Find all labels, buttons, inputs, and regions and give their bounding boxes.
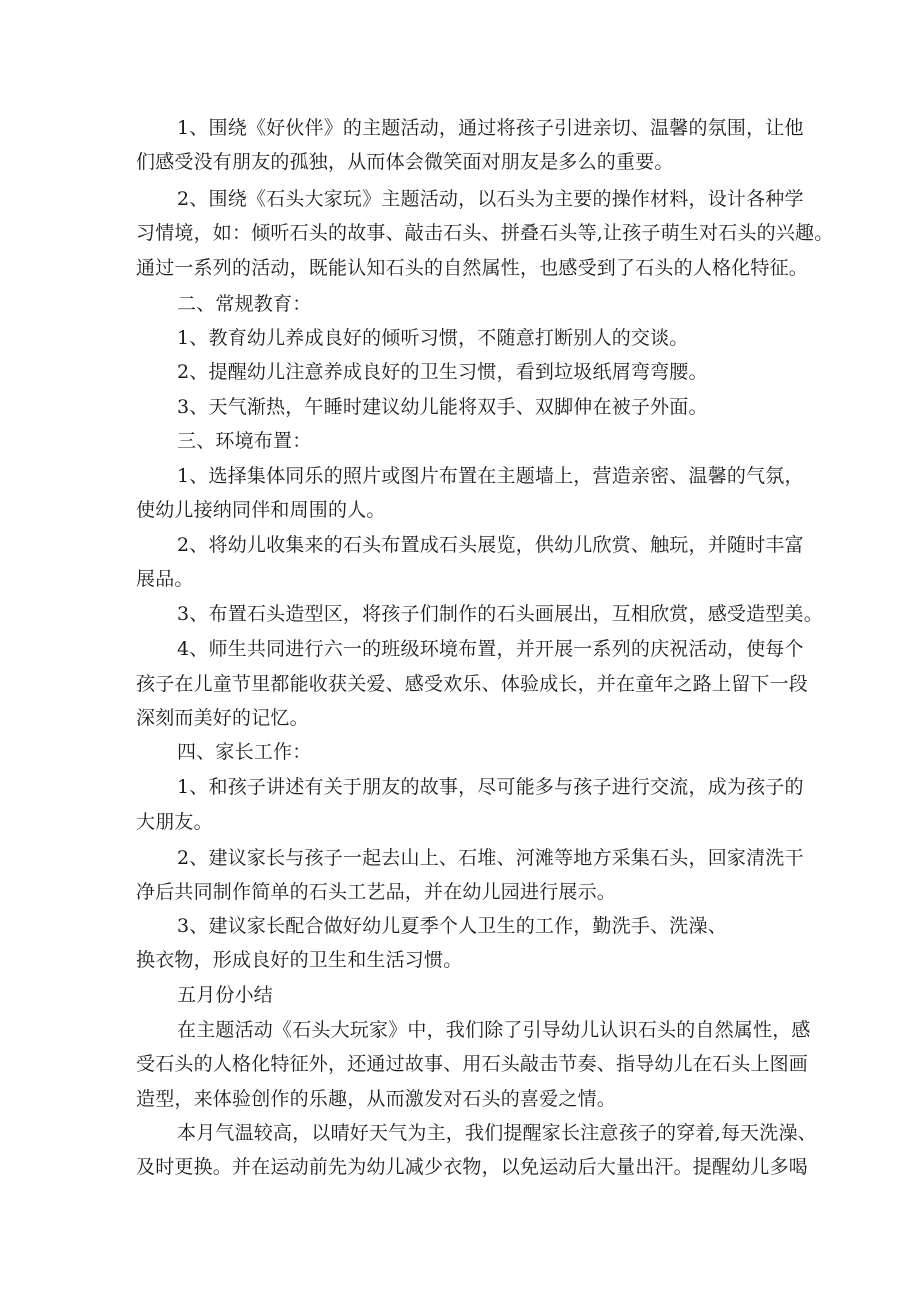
section-heading: 二、常规教育： bbox=[177, 293, 312, 315]
paragraph-line: 孩子在儿童节里都能收获关爱、感受欢乐、体验成长，并在童年之路上留下一段 bbox=[136, 673, 809, 695]
paragraph-line: 1、围绕《好伙伴》的主题活动，通过将孩子引进亲切、温馨的氛围，让他 bbox=[177, 117, 804, 139]
paragraph-line: 受石头的人格化特征外，还通过故事、用石头敲击节奏、指导幼儿在石头上图画 bbox=[136, 1053, 809, 1075]
paragraph-line: 展品。 bbox=[136, 568, 194, 590]
paragraph-line: 2、建议家长与孩子一起去山上、石堆、河滩等地方采集石头，回家清洗干 bbox=[177, 847, 804, 869]
paragraph-line: 在主题活动《石头大玩家》中，我们除了引导幼儿认识石头的自然属性，感 bbox=[177, 1019, 811, 1041]
paragraph-line: 3、天气渐热，午睡时建议幼儿能将双手、双脚伸在被子外面。 bbox=[177, 396, 708, 418]
paragraph-line: 习情境，如：倾听石头的故事、敲击石头、拼叠石头等,让孩子萌生对石头的兴趣。 bbox=[136, 222, 834, 244]
paragraph-line: 4、师生共同进行六一的班级环境布置，并开展一系列的庆祝活动，使每个 bbox=[177, 638, 804, 660]
paragraph-line: 2、围绕《石头大家玩》主题活动，以石头为主要的操作材料，设计各种学 bbox=[177, 188, 804, 210]
paragraph-line: 大朋友。 bbox=[136, 811, 213, 833]
paragraph-line: 1、选择集体同乐的照片或图片布置在主题墙上，营造亲密、温馨的气氛， bbox=[177, 465, 804, 487]
paragraph-line: 3、布置石头造型区，将孩子们制作的石头画展出，互相欣赏，感受造型美。 bbox=[177, 603, 823, 625]
paragraph-line: 3、建议家长配合做好幼儿夏季个人卫生的工作，勤洗手、洗澡、 bbox=[177, 915, 727, 937]
paragraph-line: 深刻而美好的记忆。 bbox=[136, 707, 309, 729]
paragraph-line: 1、和孩子讲述有关于朋友的故事，尽可能多与孩子进行交流，成为孩子的 bbox=[177, 776, 804, 798]
paragraph-line: 通过一系列的活动，既能认知石头的自然属性，也感受到了石头的人格化特征。 bbox=[136, 257, 809, 279]
paragraph-line: 2、提醒幼儿注意养成良好的卫生习惯，看到垃圾纸屑弯弯腰。 bbox=[177, 361, 708, 383]
paragraph-line: 们感受没有朋友的孤独，从而体会微笑面对朋友是多么的重要。 bbox=[136, 151, 674, 173]
paragraph-line: 净后共同制作简单的石头工艺品，并在幼儿园进行展示。 bbox=[136, 881, 617, 903]
section-heading: 三、环境布置： bbox=[177, 430, 312, 452]
paragraph-line: 2、将幼儿收集来的石头布置成石头展览，供幼儿欣赏、触玩，并随时丰富 bbox=[177, 534, 804, 556]
section-heading: 五月份小结 bbox=[177, 984, 274, 1006]
paragraph-line: 本月气温较高，以晴好天气为主，我们提醒家长注意孩子的穿着,每天洗澡、 bbox=[177, 1122, 817, 1144]
paragraph-line: 换衣物，形成良好的卫生和生活习惯。 bbox=[136, 949, 463, 971]
paragraph-line: 造型，来体验创作的乐趣，从而激发对石头的喜爱之情。 bbox=[136, 1088, 617, 1110]
paragraph-line: 及时更换。并在运动前先为幼儿减少衣物，以免运动后大量出汗。提醒幼儿多喝 bbox=[136, 1156, 809, 1178]
paragraph-line: 1、教育幼儿养成良好的倾听习惯，不随意打断别人的交谈。 bbox=[177, 327, 689, 349]
section-heading: 四、家长工作： bbox=[177, 741, 312, 763]
paragraph-line: 使幼儿接纳同伴和周围的人。 bbox=[136, 499, 386, 521]
